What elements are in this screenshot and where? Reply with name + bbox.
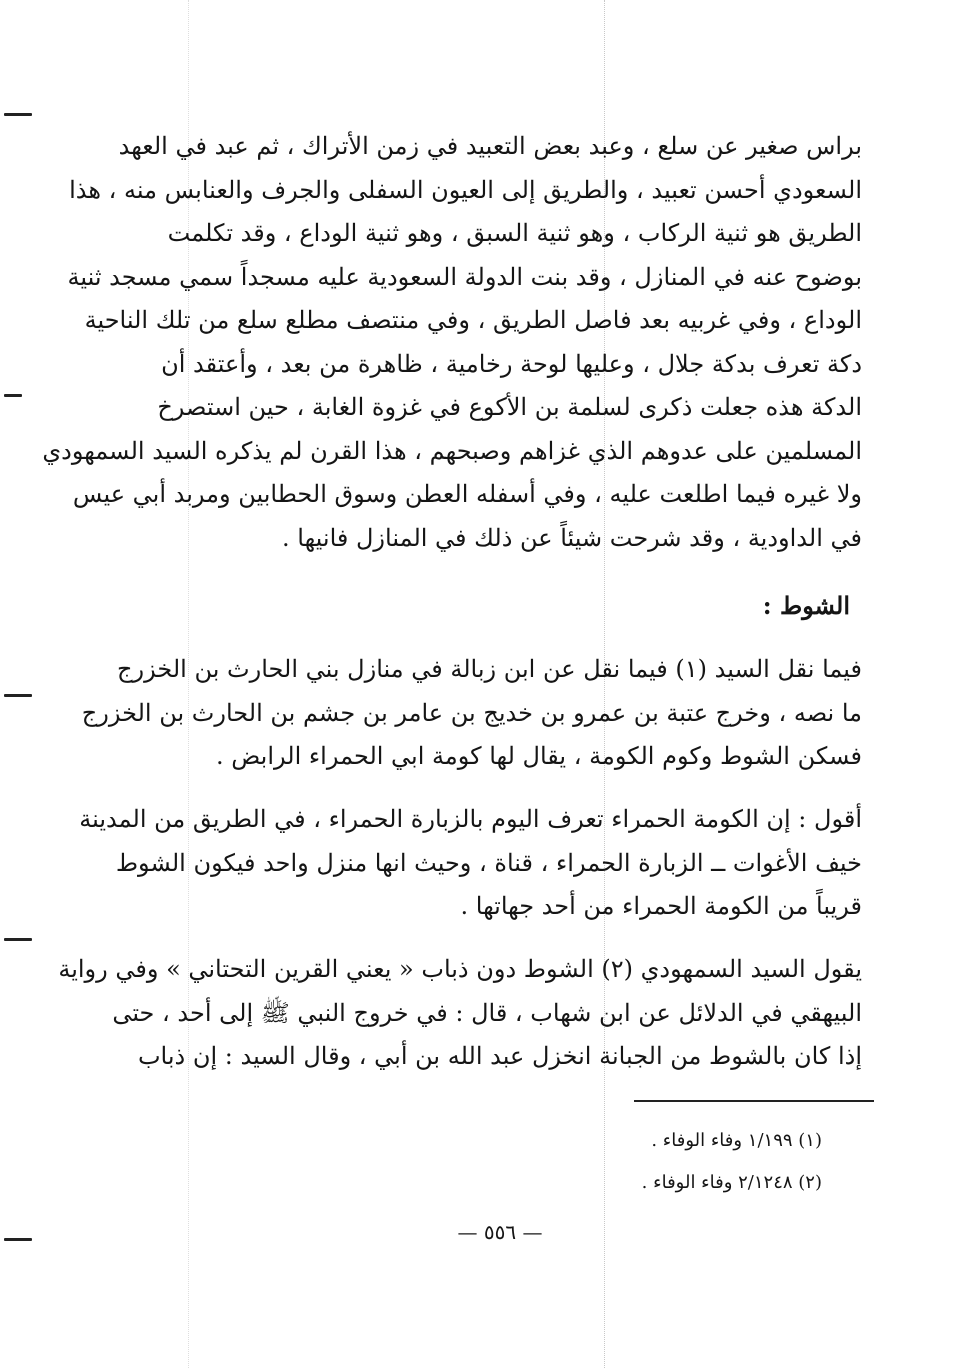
paragraph-1 bbox=[42, 125, 862, 560]
text-line: الوداع ، وفي غربيه بعد فاصل الطريق ، وفي منتصف مطلع سلع من تلك الناحية bbox=[84, 306, 862, 334]
text-line: يقول السيد السمهودي (٢) الشوط دون ذباب « يعني القرين التحتاني » وفي رواية bbox=[58, 955, 862, 983]
text-line: إذا كان بالشوط من الجبانة انخزل عبد الله بن أبي ، وقال السيد : إن ذباب bbox=[137, 1042, 862, 1070]
binding-mark bbox=[4, 394, 22, 397]
text-line: الدكة هذه جعلت ذكرى لسلمة بن الأكوع في غزوة الغابة ، حين استصرخ bbox=[157, 393, 862, 421]
text-line: فسكن الشوط وكوم الكومة ، يقال لها كومة ابي الحمراء الرابض . bbox=[216, 742, 862, 770]
binding-mark bbox=[4, 938, 32, 941]
text-line: فيما نقل السيد (١) فيما نقل عن ابن زبالة في منازل بني الحارث بن الخزرج bbox=[117, 655, 862, 683]
paragraph-2 bbox=[81, 648, 862, 779]
text-line: الطريق هو ثنية الركاب ، وهو ثنية السبق ، وهو ثنية الوداع ، وقد تكلمت bbox=[167, 219, 862, 247]
footnote: (١) ١/١٩٩ وفاء الوفاء . bbox=[651, 1130, 822, 1151]
text-line: أقول : إن الكومة الحمراء تعرف اليوم بالزبارة الحمراء ، في الطريق من المدينة bbox=[79, 805, 862, 833]
binding-mark bbox=[4, 113, 32, 116]
text-line: خيف الأغوات ــ الزبارة الحمراء ، قناة ، وحيث انها منزل واحد فيكون الشوط bbox=[115, 848, 862, 877]
binding-mark bbox=[4, 1238, 32, 1241]
section-heading: الشوط : bbox=[762, 591, 850, 620]
text-line: ما نصه ، وخرج عتبة بن عمرو بن خديج بن عامر بن جشم بن الحارث بن الخزرج bbox=[81, 698, 862, 727]
paragraph-3 bbox=[79, 798, 862, 929]
paragraph-4 bbox=[58, 948, 862, 1079]
text-line: قريباً من الكومة الحمراء من أحد جهاتها . bbox=[460, 892, 862, 920]
footnote: (٢) ٢/١٢٤٨ وفاء الوفاء . bbox=[641, 1172, 822, 1193]
page-number: — ٥٥٦ — bbox=[457, 1220, 543, 1244]
text-line: السعودي أحسن تعبيد ، والطريق إلى العيون السفلى والجرف والعنابس منه ، هذا bbox=[69, 175, 862, 204]
footnote-separator bbox=[634, 1100, 874, 1102]
footnotes bbox=[560, 1120, 822, 1204]
text-line: في الداودية ، وقد شرحت شيئاً عن ذلك في المنازل فانيها . bbox=[282, 523, 862, 552]
text-line: براس صغير عن سلع ، وعبد بعض التعبيد في زمن الأتراك ، ثم عبد في العهد bbox=[118, 132, 862, 160]
text-line: المسلمين على عدوهم الذي غزاهم وصبحهم ، هذا القرن لم يذكره السيد السمهودي bbox=[42, 436, 862, 465]
text-line: ولا غيره فيما اطلعت عليه ، وفي أسفله العطن وسوق الحطابين ومربد أبي عيس bbox=[72, 480, 862, 508]
text-line: بوضوح عنه في المنازل ، وقد بنت الدولة السعودية عليه مسجداً سمي مسجد ثنية bbox=[67, 262, 862, 291]
binding-mark bbox=[4, 694, 32, 697]
text-line: البيهقي في الدلائل عن ابن شهاب ، قال : في خروج النبي ﷺ إلى أحد ، حتى bbox=[112, 998, 862, 1027]
text-line: دكة تعرف بدكة جلال ، وعليها لوحة رخامية ، ظاهرة من بعد ، وأعتقد أن bbox=[161, 349, 862, 378]
